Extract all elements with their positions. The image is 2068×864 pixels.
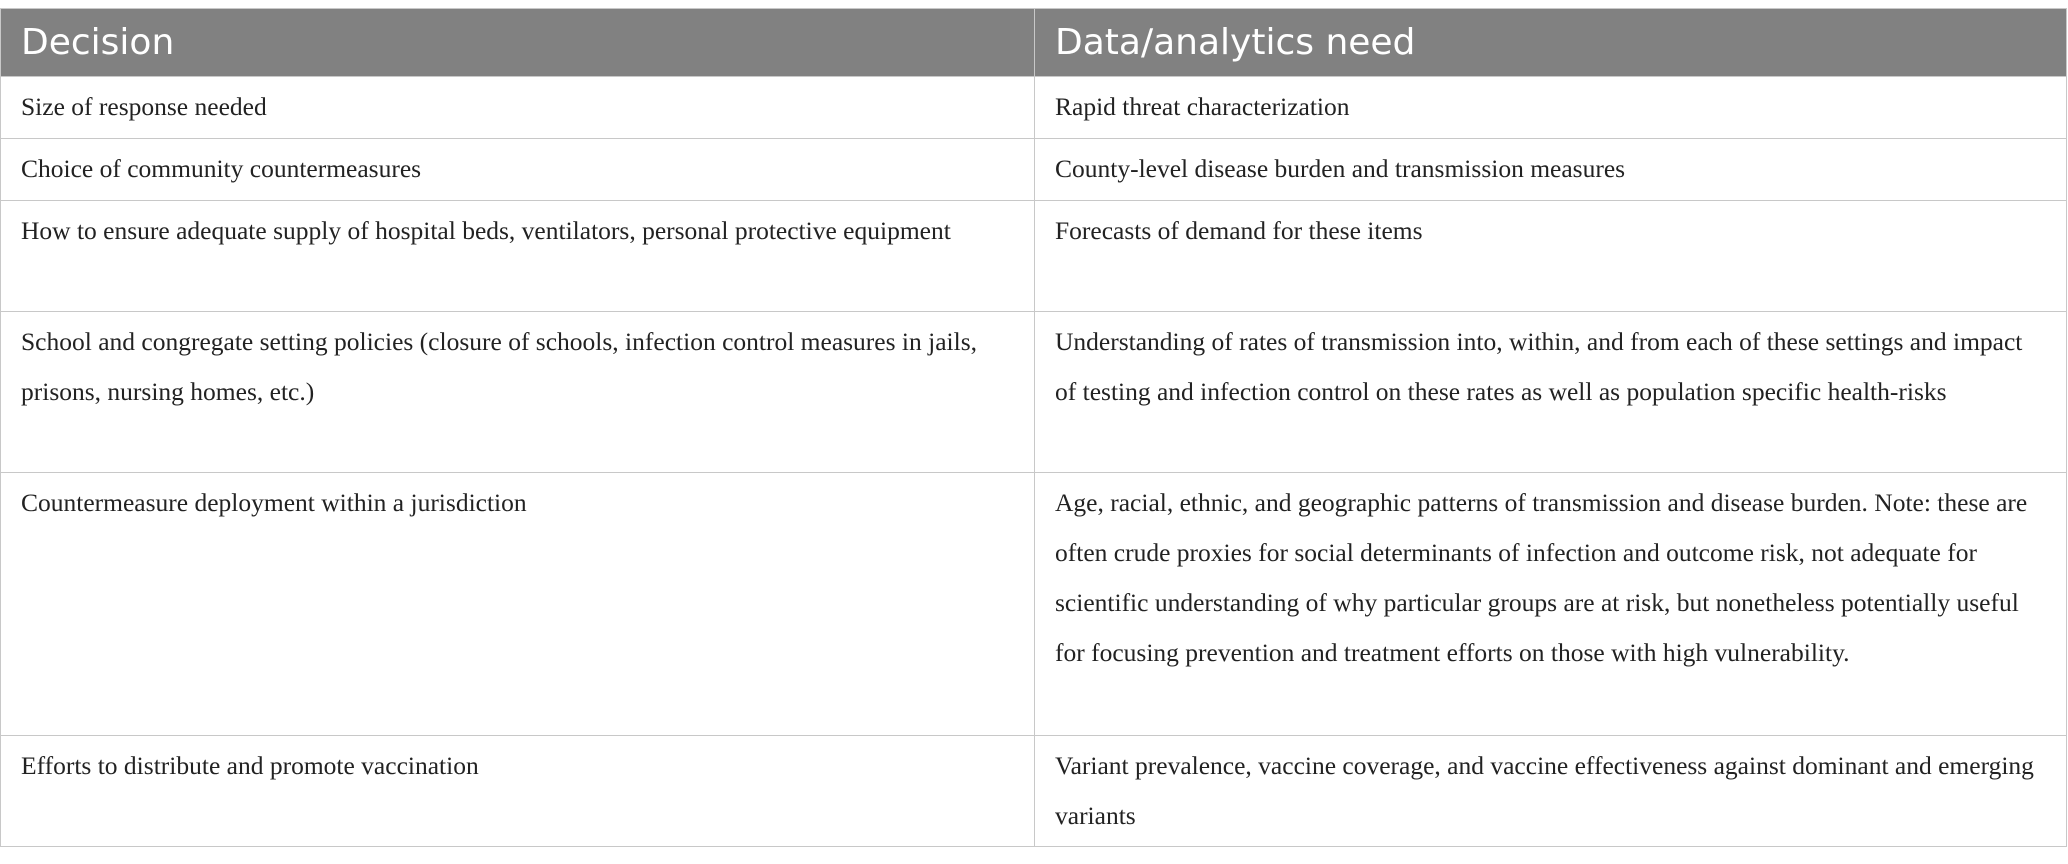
decision-cell: School and congregate setting policies (closure of schools, infection control measures in jails, prisons, nursing homes, etc.): [1, 312, 1035, 473]
table-row: [1, 312, 2067, 473]
header-data-analytics-need: Data/analytics need: [1035, 9, 2067, 77]
table-header: [1, 9, 2067, 77]
need-cell: Understanding of rates of transmission into, within, and from each of these settings and impact of testing and infection control on these rates as well as population specific health-risks: [1035, 312, 2067, 473]
need-cell: Forecasts of demand for these items: [1035, 201, 2067, 312]
table-row: [1, 473, 2067, 736]
decision-cell: Countermeasure deployment within a jurisdiction: [1, 473, 1035, 736]
decision-cell: Choice of community countermeasures: [1, 139, 1035, 201]
decision-cell: Size of response needed: [1, 77, 1035, 139]
table-row: [1, 77, 2067, 139]
need-cell: Rapid threat characterization: [1035, 77, 2067, 139]
need-cell: County-level disease burden and transmission measures: [1035, 139, 2067, 201]
header-row: [1, 9, 2067, 77]
decision-cell: Efforts to distribute and promote vaccination: [1, 736, 1035, 847]
table-body: [1, 77, 2067, 847]
decision-data-table: [0, 8, 2067, 847]
table-row: [1, 139, 2067, 201]
decision-cell: How to ensure adequate supply of hospital beds, ventilators, personal protective equipment: [1, 201, 1035, 312]
table-row: [1, 736, 2067, 847]
need-cell: Variant prevalence, vaccine coverage, and vaccine effectiveness against dominant and emerging variants: [1035, 736, 2067, 847]
need-cell: Age, racial, ethnic, and geographic patterns of transmission and disease burden. Note: these are often crude proxies for social determinants of infection and outcome risk, not adequate for scientific understanding of why particular groups are at risk, but nonetheless potentially useful for focusing prevention and treatment efforts on those with high vulnerability.: [1035, 473, 2067, 736]
table-row: [1, 201, 2067, 312]
header-decision: Decision: [1, 9, 1035, 77]
